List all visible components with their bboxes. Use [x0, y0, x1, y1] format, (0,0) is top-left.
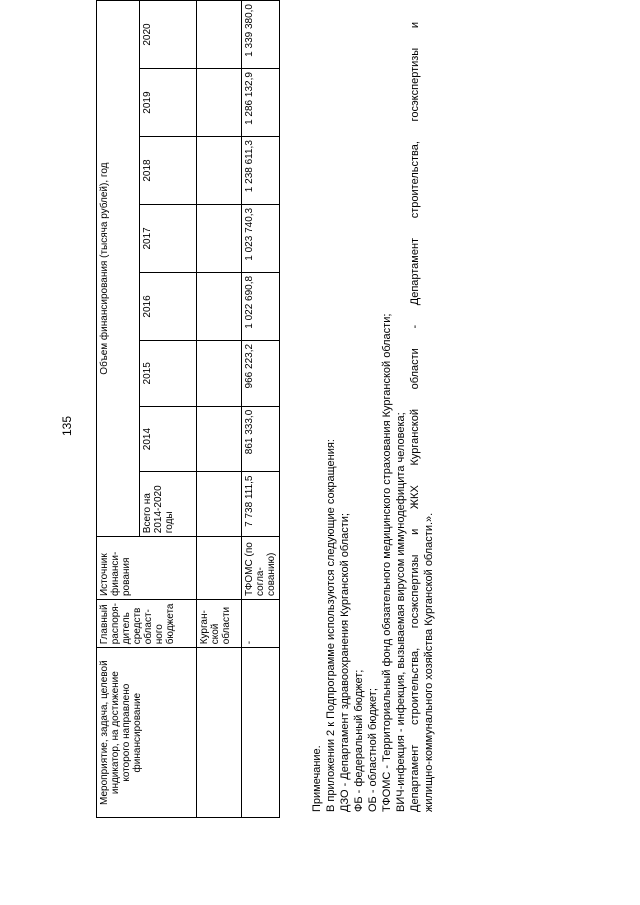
financing-table: [96, 0, 280, 818]
header-year: 2017: [140, 204, 197, 272]
cell-value: 1 023 740,3: [242, 204, 280, 272]
header-source: Источник финанси-рования: [97, 537, 197, 600]
header-year: 2020: [140, 1, 197, 69]
cell-value: [197, 204, 242, 272]
header-year: 2016: [140, 272, 197, 340]
cell-value: [197, 406, 242, 472]
cell-source: [197, 537, 242, 600]
notes-line: ТФОМС - Территориальный фонд обязательного медицинского страхования Курганской области;: [381, 313, 393, 812]
notes-title: Примечание.: [311, 745, 323, 812]
cell-value: 966 223,2: [242, 340, 280, 406]
notes-line: В приложении 2 к Подпрограмме используются следующие сокращения:: [325, 439, 337, 812]
table-row: [242, 1, 280, 818]
cell-value: [197, 137, 242, 205]
header-year: 2014: [140, 406, 197, 472]
header-year: 2019: [140, 69, 197, 137]
header-total: Всего на 2014-2020 годы: [140, 472, 197, 537]
cell-value: 1 022 690,8: [242, 272, 280, 340]
table-row: [197, 1, 242, 818]
cell-value: [197, 69, 242, 137]
cell-source: ТФОМС (по согла-сованию): [242, 537, 280, 600]
header-year: 2015: [140, 340, 197, 406]
cell-manager: -: [242, 600, 280, 648]
cell-total: [197, 472, 242, 537]
cell-event: [197, 648, 242, 818]
cell-value: 1 286 132,9: [242, 69, 280, 137]
notes-line: ФБ - федеральный бюджет;: [353, 669, 365, 812]
cell-value: 1 238 611,3: [242, 137, 280, 205]
cell-value: [197, 272, 242, 340]
header-event: Мероприятие, задача, целевой индикатор, на достижение которого направлено финансирование: [97, 648, 197, 818]
header-year: 2018: [140, 137, 197, 205]
cell-value: 1 339 380,0: [242, 1, 280, 69]
notes-line: ДЗО - Департамент здравоохранения Курганской области;: [339, 513, 351, 812]
page-number: 135: [60, 415, 74, 436]
notes-block: [310, 22, 436, 812]
notes-line: ВИЧ-инфекция - инфекция, вызываемая вирусом иммунодефицита человека;: [395, 412, 407, 812]
header-manager: Главный распоря-дитель средств област-ного бюджета: [97, 600, 197, 648]
cell-manager: Курган-ской области: [197, 600, 242, 648]
cell-total: 7 738 111,5: [242, 472, 280, 537]
cell-value: [197, 340, 242, 406]
cell-value: 861 333,0: [242, 406, 280, 472]
cell-value: [197, 1, 242, 69]
cell-event: [242, 648, 280, 818]
notes-line: ОБ - областной бюджет;: [367, 688, 379, 812]
notes-line: Департамент строительства, госэкспертизы и ЖКХ Курганской области - Департамент строительства, госэкспертизы и: [409, 22, 421, 812]
header-volume: Объем финансирования (тысяча рублей), год: [97, 1, 140, 537]
notes-line: жилищно-коммунального хозяйства Курганской области.».: [423, 512, 435, 812]
table-header-row: [97, 1, 140, 818]
